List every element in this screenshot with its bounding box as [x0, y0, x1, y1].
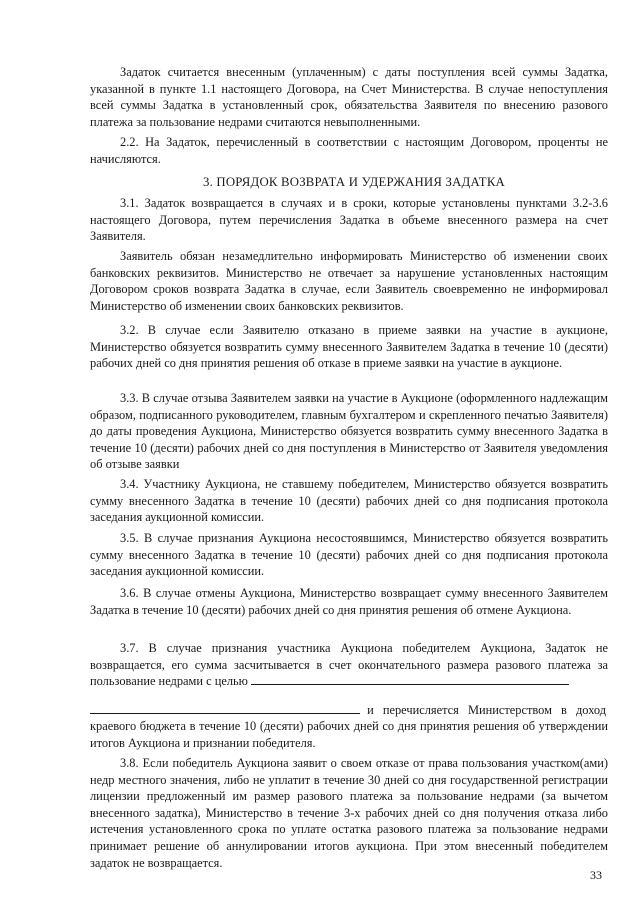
paragraph-3-5: 3.5. В случае признания Аукциона несостоявшимся, Министерство обязуется возвратить сумму внесенного Задатка в течение 10 (десяти) рабочих дней со дня подписания протокола заседания аукционной комиссии.	[90, 531, 608, 579]
section-heading-3: 3. ПОРЯДОК ВОЗВРАТА И УДЕРЖАНИЯ ЗАДАТКА	[202, 175, 505, 189]
paragraph-2-2: 2.2. На Задаток, перечисленный в соответствии с настоящим Договором, проценты не начисляются.	[90, 135, 608, 166]
blank-purpose-line-2	[90, 702, 360, 714]
paragraph-3-7	[90, 640, 608, 690]
paragraph-3-2: 3.2. В случае если Заявителю отказано в приеме заявки на участие в аукционе, Министерство обязуется возвратить сумму внесенного Заявителем Задатка в течение 10 (десяти) рабочих дней со дня принятия решения об отказе в приеме заявки на участие в аукционе.	[90, 323, 608, 371]
paragraph-3-3: 3.3. В случае отзыва Заявителем заявки на участие в Аукционе (оформленного надлежащим образом, подписанного руководителем, главным бухгалтером и скрепленного печатью Заявителя) до даты проведения Аукциона, Министерство обязуется возвратить сумму внесенного Задатка в течение 10 (десяти) рабочих дней со дня поступления в Министерство от Заявителя уведомления об отзыве заявки	[90, 391, 608, 472]
paragraph-3-1-bank-details: Заявитель обязан незамедлительно информировать Министерство об изменении своих банковских реквизитов. Министерство не отвечает за нарушение установленных настоящим Договором сроков возврата Задатка в случае, если Заявитель своевременно не информировал Министерство об изменении своих банковских реквизитов.	[90, 249, 608, 313]
paragraph-3-7-transfer-text: и перечисляется Министерством в доход	[367, 703, 607, 717]
paragraph-3-1: 3.1. Задаток возвращается в случаях и в сроки, которые установлены пунктами 3.2-3.6 настоящего Договора, путем перечисления Задатка в объеме внесенного размера на счет Заявителя.	[90, 196, 608, 244]
paragraph-3-7-budget: краевого бюджета в течение 10 (десяти) рабочих дней со дня принятия решения об утверждении итогов Аукциона и признании победителя.	[90, 719, 608, 750]
paragraph-intro: Задаток считается внесенным (уплаченным) с даты поступления всей суммы Задатка, указанной в пункте 1.1 настоящего Договора, на Счет Министерства. В случае непоступления всей суммы Задатка в установленный срок, обязательства Заявителя по внесению разового платежа за пользование недрами считаются невыполненными.	[90, 65, 608, 129]
blank-purpose-line-1	[251, 673, 569, 685]
paragraph-3-4: 3.4. Участнику Аукциона, не ставшему победителем, Министерство обязуется возвратить сумму внесенного Задатка в течение 10 (десяти) рабочих дней со дня подписания протокола заседания аукционной комиссии.	[90, 477, 608, 525]
paragraph-3-6: 3.6. В случае отмены Аукциона, Министерство возвращает сумму внесенного Заявителем Задатка в течение 10 (десяти) рабочих дней со дня принятия решения об отмене Аукциона.	[90, 586, 608, 617]
paragraph-3-7-continuation	[90, 702, 608, 719]
paragraph-3-8: 3.8. Если победитель Аукциона заявит о своем отказе от права пользования участком(ами) недр местного значения, либо не уплатит в течение 30 дней со дня государственной регистрации лицензии предложенный им размер разового платежа за пользование недрами (за вычетом внесенного задатка), Министерство в течение 3-х рабочих дней со дня получения отказа либо истечения установленного срока по уплате остатка разового платежа за пользование недрами принимает решение об аннулировании итогов аукциона. При этом внесенный победителем задаток не возвращается.	[90, 756, 608, 870]
page-number: 33	[590, 868, 602, 882]
paragraph-3-7-text: 3.7. В случае признания участника Аукциона победителем Аукциона, Задаток не возвращается, его сумма засчитывается в счет окончательного размера разового платежа за пользование недрами с целью	[90, 641, 608, 689]
